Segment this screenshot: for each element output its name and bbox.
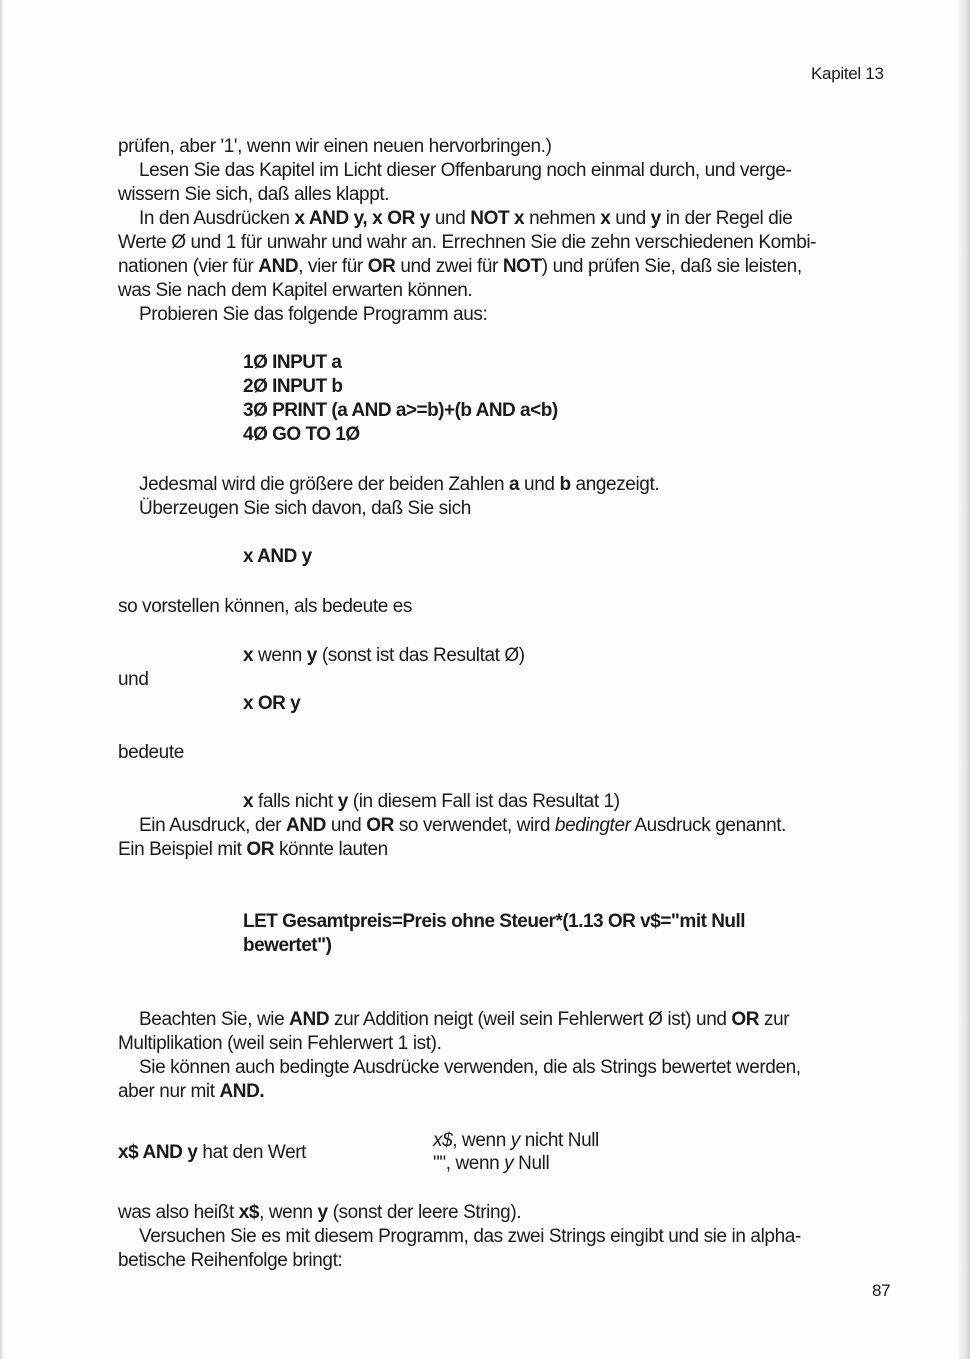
paragraph-6-line-2: Versuchen Sie es mit diesem Programm, das zwei Strings eingibt und sie in alpha- — [139, 1226, 801, 1247]
paragraph-5-line-4: aber nur mit AND. — [118, 1081, 265, 1102]
expression-or: x OR y — [243, 693, 301, 714]
bedeute-line: bedeute — [118, 742, 184, 763]
page-number: 87 — [872, 1281, 891, 1300]
so-vorstellen-line: so vorstellen können, als bedeute es — [118, 596, 413, 617]
page-edge-left — [0, 0, 4, 1359]
paragraph-2-line-5: Probieren Sie das folgende Programm aus: — [139, 304, 488, 325]
paragraph-3-line-1: Jedesmal wird die größere der beiden Zahlen a und b angezeigt. — [139, 474, 660, 495]
expression-wenn: x wenn y (sonst ist das Resultat Ø) — [243, 645, 525, 666]
string-expression-case-2: "", wenn y Null — [433, 1153, 550, 1174]
paragraph-3-line-2: Überzeugen Sie sich davon, daß Sie sich — [139, 498, 471, 519]
paragraph-6-line-3: betische Reihenfolge bringt: — [118, 1250, 343, 1271]
string-expression-left: x$ AND y hat den Wert — [118, 1142, 307, 1163]
page-edge-right — [956, 0, 970, 1359]
paragraph-5-line-2: Multiplikation (weil sein Fehlerwert 1 ist). — [118, 1033, 442, 1054]
paragraph-6-line-1: was also heißt x$, wenn y (sonst der leere String). — [118, 1202, 522, 1223]
paragraph-4-line-2: Ein Beispiel mit OR könnte lauten — [118, 839, 388, 860]
expression-and: x AND y — [243, 546, 312, 567]
paragraph-2-line-1: In den Ausdrücken x AND y, x OR y und NOT x nehmen x und y in der Regel die — [139, 208, 793, 229]
let-statement-line-2: bewertet") — [243, 935, 332, 956]
paragraph-5-line-1: Beachten Sie, wie AND zur Addition neigt (weil sein Fehlerwert Ø ist) und OR zur — [139, 1009, 790, 1030]
paragraph-1-line-3: wissern Sie sich, daß alles klappt. — [118, 184, 390, 205]
string-expression-case-1: x$, wenn y nicht Null — [433, 1130, 599, 1151]
paragraph-4-line-1: Ein Ausdruck, der AND und OR so verwendet, wird bedingter Ausdruck genannt. — [139, 815, 787, 836]
und-line: und — [118, 669, 149, 690]
paragraph-2-line-3: nationen (vier für AND, vier für OR und zwei für NOT) und prüfen Sie, daß sie leisten, — [118, 256, 802, 277]
program-line-20: 2Ø INPUT b — [243, 376, 343, 397]
paragraph-2-line-4: was Sie nach dem Kapitel erwarten können. — [118, 280, 473, 301]
program-line-40: 4Ø GO TO 1Ø — [243, 424, 360, 445]
paragraph-1-line-2: Lesen Sie das Kapitel im Licht dieser Offenbarung noch einmal durch, und verge- — [139, 160, 792, 181]
chapter-header: Kapitel 13 — [811, 64, 884, 83]
program-line-30: 3Ø PRINT (a AND a>=b)+(b AND a<b) — [243, 400, 558, 421]
expression-falls: x falls nicht y (in diesem Fall ist das Resultat 1) — [243, 791, 620, 812]
paragraph-5-line-3: Sie können auch bedingte Ausdrücke verwenden, die als Strings bewertet werden, — [139, 1057, 801, 1078]
program-line-10: 1Ø INPUT a — [243, 352, 342, 373]
paragraph-1-line-1: prüfen, aber '1', wenn wir einen neuen hervorbringen.) — [118, 136, 552, 157]
let-statement-line-1: LET Gesamtpreis=Preis ohne Steuer*(1.13 OR v$="mit Null — [243, 911, 746, 932]
paragraph-2-line-2: Werte Ø und 1 für unwahr und wahr an. Errechnen Sie die zehn verschiedenen Kombi- — [118, 232, 817, 253]
